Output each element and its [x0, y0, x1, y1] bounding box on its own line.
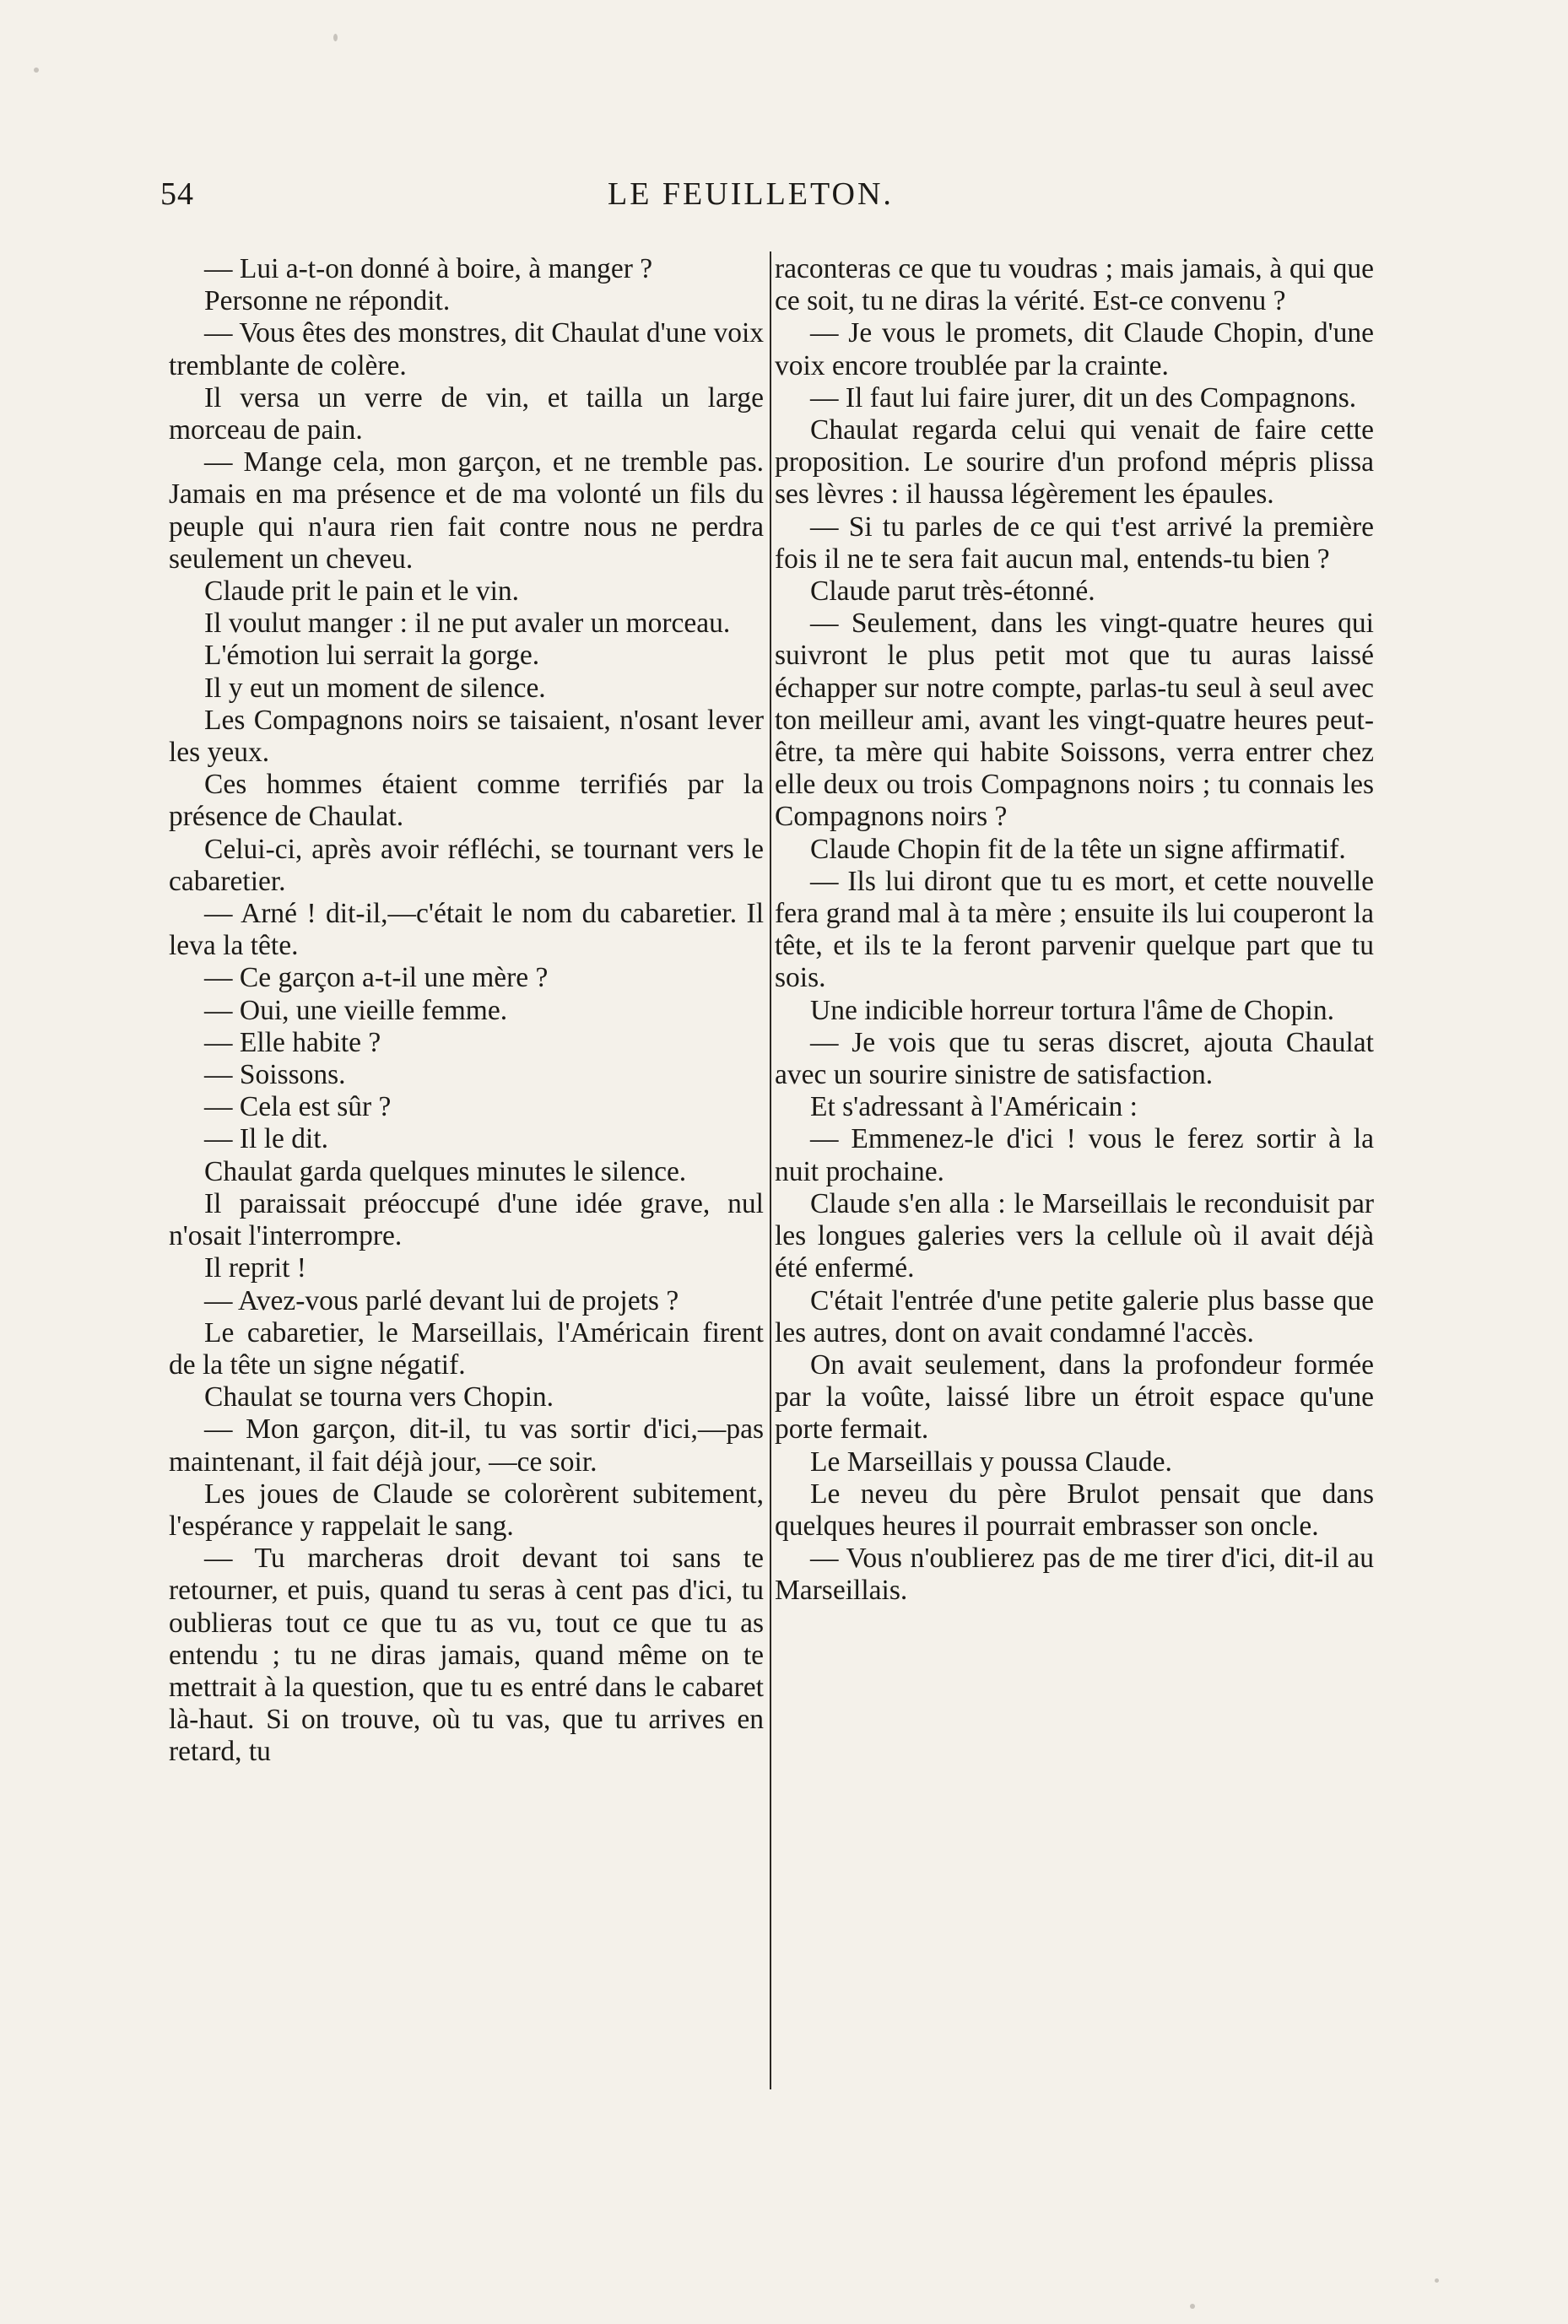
running-head: LE FEUILLETON. — [608, 176, 894, 212]
paragraph: — Il le dit. — [204, 1123, 329, 1155]
paragraph: Claude prit le pain et le vin. — [204, 576, 520, 608]
paragraph: — Ils lui diront que tu es mort, et cette nouvelle fera grand mal à ta mère ; ensuite ils lui couperont la tête, et ils te la feront parvenir quelque part que tu sois. — [775, 865, 1374, 994]
paragraph: L'émotion lui serrait la gorge. — [204, 640, 540, 672]
paragraph: Il paraissait préoccupé d'une idée grave, nul n'osait l'interrompre. — [169, 1187, 764, 1252]
print-speck — [1190, 2304, 1195, 2309]
paragraph: Claude Chopin fit de la tête un signe affirmatif. — [810, 833, 1346, 865]
print-speck — [1435, 2278, 1439, 2283]
paragraph: Il reprit ! — [204, 1252, 306, 1284]
left-column — [169, 253, 764, 1769]
paragraph: — Vous êtes des monstres, dit Chaulat d'une voix tremblante de colère. — [169, 317, 764, 381]
paragraph: — Cela est sûr ? — [204, 1091, 392, 1123]
paragraph: Il y eut un moment de silence. — [204, 672, 546, 704]
paragraph: Le Marseillais y poussa Claude. — [810, 1446, 1172, 1478]
page-number: 54 — [160, 176, 194, 212]
paragraph: Ces hommes étaient comme terrifiés par la présence de Chaulat. — [169, 769, 764, 833]
paragraph: — Avez-vous parlé devant lui de projets ? — [204, 1284, 679, 1316]
paragraph: Le cabaretier, le Marseillais, l'Américain firent de la tête un signe négatif. — [169, 1316, 764, 1381]
paragraph: — Arné ! dit-il,—c'était le nom du cabaretier. Il leva la tête. — [169, 898, 764, 962]
paragraph: — Mon garçon, dit-il, tu vas sortir d'ici,—pas maintenant, il fait déjà jour, —ce soir. — [169, 1413, 764, 1478]
paragraph: C'était l'entrée d'une petite galerie plus basse que les autres, dont on avait condamné l'accès. — [775, 1284, 1374, 1348]
paragraph: — Ce garçon a-t-il une mère ? — [204, 962, 549, 994]
paragraph: Chaulat se tourna vers Chopin. — [204, 1381, 554, 1413]
page-header — [160, 165, 1384, 216]
paragraph: — Seulement, dans les vingt-quatre heures qui suivront le plus petit mot que tu auras laissé échapper sur notre compte, parlas-tu seul à seul avec ton meilleur ami, avant les vingt-quatre heures peut-être, ta mère qui habite Soissons, verra entrer chez elle deux ou trois Compagnons noirs ; tu connais les Compagnons noirs ? — [775, 608, 1374, 833]
paragraph: — Lui a-t-on donné à boire, à manger ? — [204, 253, 653, 284]
paragraph: — Tu marcheras droit devant toi sans te retourner, et puis, quand tu seras à cent pas d'ici, tu oublieras tout ce que tu as vu, tout ce que tu as entendu ; tu ne diras jamais, quand même on te mettrait à la question, que tu es entré dans le cabaret là-haut. Si on trouve, où tu vas, que tu arrives en retard, tu — [169, 1543, 764, 1768]
paragraph: Personne ne répondit. — [204, 285, 451, 317]
paragraph: — Je vous le promets, dit Claude Chopin, d'une voix encore troublée par la crainte. — [775, 317, 1374, 381]
paragraph: Le neveu du père Brulot pensait que dans quelques heures il pourrait embrasser son oncle. — [775, 1478, 1374, 1542]
paragraph: Celui-ci, après avoir réfléchi, se tournant vers le cabaretier. — [169, 833, 764, 897]
paragraph: Les Compagnons noirs se taisaient, n'osant lever les yeux. — [169, 704, 764, 769]
paragraph: Il versa un verre de vin, et tailla un large morceau de pain. — [169, 381, 764, 446]
paragraph: Claude parut très-étonné. — [810, 576, 1095, 608]
paragraph: — Emmenez-le d'ici ! vous le ferez sortir à la nuit prochaine. — [775, 1123, 1374, 1187]
paragraph: — Oui, une vieille femme. — [204, 994, 508, 1026]
print-speck — [333, 34, 338, 41]
paragraph: — Elle habite ? — [204, 1026, 381, 1058]
right-column — [775, 253, 1374, 1608]
paragraph: — Soissons. — [204, 1059, 346, 1091]
paragraph: Une indicible horreur tortura l'âme de Chopin. — [810, 994, 1334, 1026]
paragraph: Les joues de Claude se colorèrent subitement, l'espérance y rappelait le sang. — [169, 1478, 764, 1542]
paragraph: raconteras ce que tu voudras ; mais jamais, à qui que ce soit, tu ne diras la vérité. Est-ce convenu ? — [775, 253, 1374, 317]
paragraph: Et s'adressant à l'Américain : — [810, 1091, 1138, 1123]
paragraph: Claude s'en alla : le Marseillais le reconduisit par les longues galeries vers la cellule où il avait déjà été enfermé. — [775, 1187, 1374, 1284]
print-speck — [34, 68, 39, 73]
paragraph: On avait seulement, dans la profondeur formée par la voûte, laissé libre un étroit espace qu'une porte fermait. — [775, 1348, 1374, 1446]
paragraph: Il voulut manger : il ne put avaler un morceau. — [204, 608, 731, 640]
column-divider — [770, 251, 771, 2089]
paragraph: Chaulat regarda celui qui venait de faire cette proposition. Le sourire d'un profond mépris plissa ses lèvres : il haussa légèrement les épaules. — [775, 414, 1374, 511]
paragraph: Chaulat garda quelques minutes le silence. — [204, 1155, 687, 1187]
paragraph: — Il faut lui faire jurer, dit un des Compagnons. — [810, 381, 1357, 413]
paragraph: — Mange cela, mon garçon, et ne tremble pas. Jamais en ma présence et de ma volonté un fils du peuple qui n'aura rien fait contre nous ne perdra seulement un cheveu. — [169, 446, 764, 575]
paragraph: — Si tu parles de ce qui t'est arrivé la première fois il ne te sera fait aucun mal, entends-tu bien ? — [775, 511, 1374, 575]
paragraph: — Vous n'oublierez pas de me tirer d'ici, dit-il au Marseillais. — [775, 1543, 1374, 1607]
paragraph: — Je vois que tu seras discret, ajouta Chaulat avec un sourire sinistre de satisfaction. — [775, 1026, 1374, 1091]
